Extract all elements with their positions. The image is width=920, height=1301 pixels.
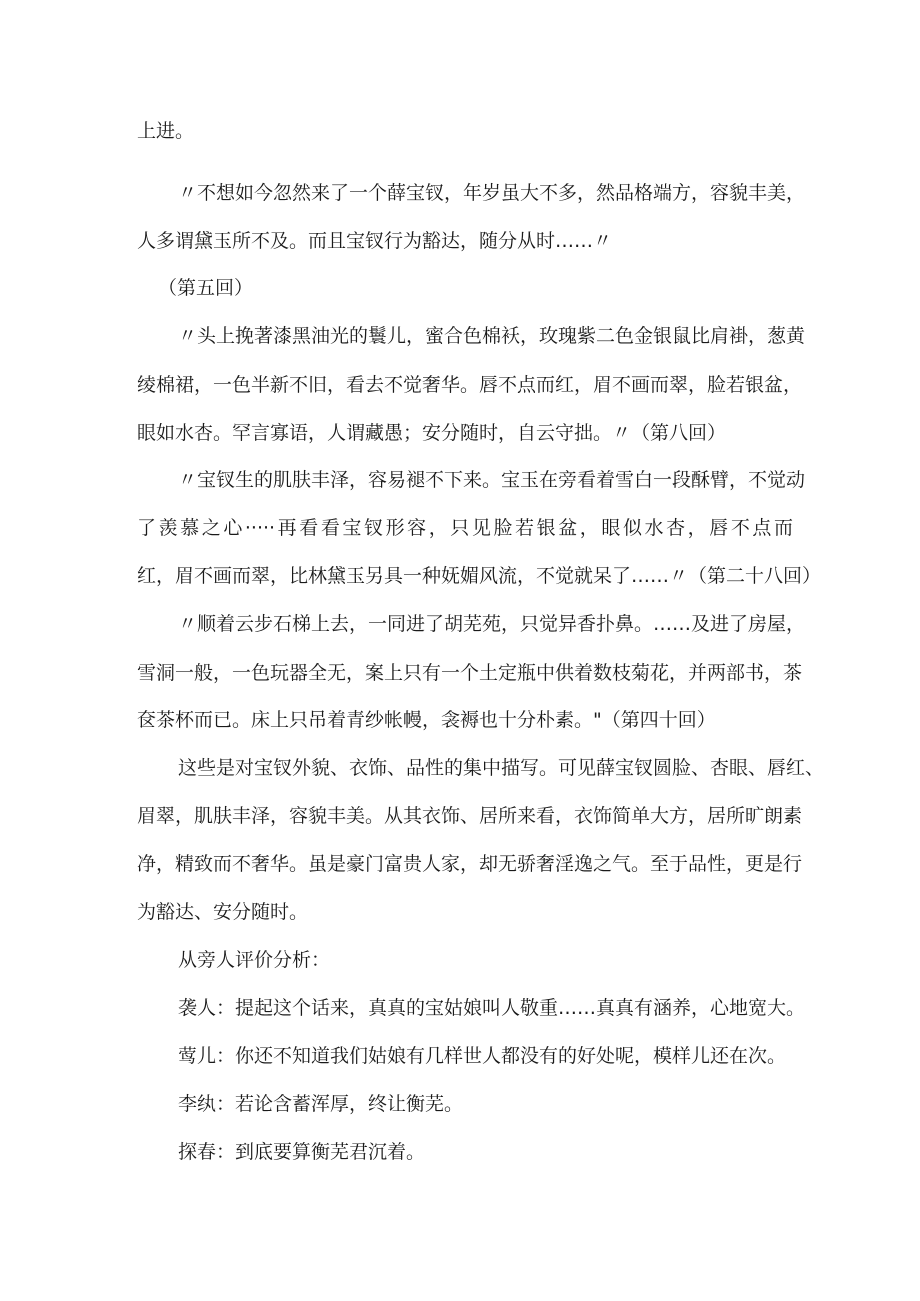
text-line-14: 这些是对宝钗外貌、衣饰、品性的集中描写。可见薛宝钗圆脸、杏眼、唇红、 — [178, 757, 825, 779]
quote-yinger: 莺儿：你还不知道我们姑娘有几样世人都没有的好处呢，模样儿还在次。 — [178, 1045, 787, 1067]
text-line-3: 人多谓黛玉所不及。而且宝钗行为豁达，随分从时……〃 — [137, 230, 613, 252]
text-line-5: 〃头上挽著漆黑油光的鬟儿，蜜合色棉袄，玫瑰紫二色金银鼠比肩褂，葱黄 — [178, 325, 806, 347]
quote-xiren: 袭人：提起这个话来，真真的宝姑娘叫人敬重……真真有涵养，心地宽大。 — [178, 997, 806, 1019]
text-line-7: 眼如水杏。罕言寡语，人谓藏愚；安分随时，自云守拙。〃（第八回） — [137, 422, 727, 444]
text-line-2: 〃不想如今忽然来了一个薛宝钗，年岁虽大不多，然品格端方，容貌丰美， — [178, 182, 806, 204]
text-line-10: 红，眉不画而翠，比林黛玉另具一种妩媚风流，不觉就呆了……〃（第二十八回） — [137, 565, 822, 587]
text-line-8: 〃宝钗生的肌肤丰泽，容易褪不下来。宝玉在旁看着雪白一段酥臂，不觉动 — [178, 469, 806, 491]
text-line-9: 了羡慕之心·····再看看宝钗形容，只见脸若银盆，眼似水杏，唇不点而 — [137, 517, 793, 539]
text-line-11: 〃顺着云步石梯上去，一同进了胡芜苑，只觉异香扑鼻。……及进了房屋， — [178, 613, 806, 635]
text-line-13: 奁茶杯而已。床上只吊着青纱帐幔，衾褥也十分朴素。"（第四十回） — [137, 709, 716, 731]
text-line-12: 雪洞一般，一色玩器全无，案上只有一个土定瓶中供着数枝菊花，并两部书，茶 — [137, 662, 803, 684]
section-heading: 从旁人评价分析： — [178, 949, 331, 971]
text-line-16: 净，精致而不奢华。虽是豪门富贵人家，却无骄奢淫逸之气。至于品性，更是行 — [137, 853, 803, 875]
text-line-17: 为豁达、安分随时。 — [137, 901, 309, 923]
text-line-1: 上进。 — [137, 120, 195, 142]
chapter-reference-5: （第五回） — [158, 277, 254, 299]
text-line-6: 绫棉裙，一色半新不旧，看去不觉奢华。唇不点而红，眉不画而翠，脸若银盆， — [137, 374, 803, 396]
quote-tanchun: 探春：到底要算衡芜君沉着。 — [178, 1141, 426, 1163]
quote-liwan: 李纨：若论含蓄浑厚，终让衡芜。 — [178, 1093, 464, 1115]
text-line-15: 眉翠，肌肤丰泽，容貌丰美。从其衣饰、居所来看，衣饰简单大方，居所旷朗素 — [137, 805, 803, 827]
